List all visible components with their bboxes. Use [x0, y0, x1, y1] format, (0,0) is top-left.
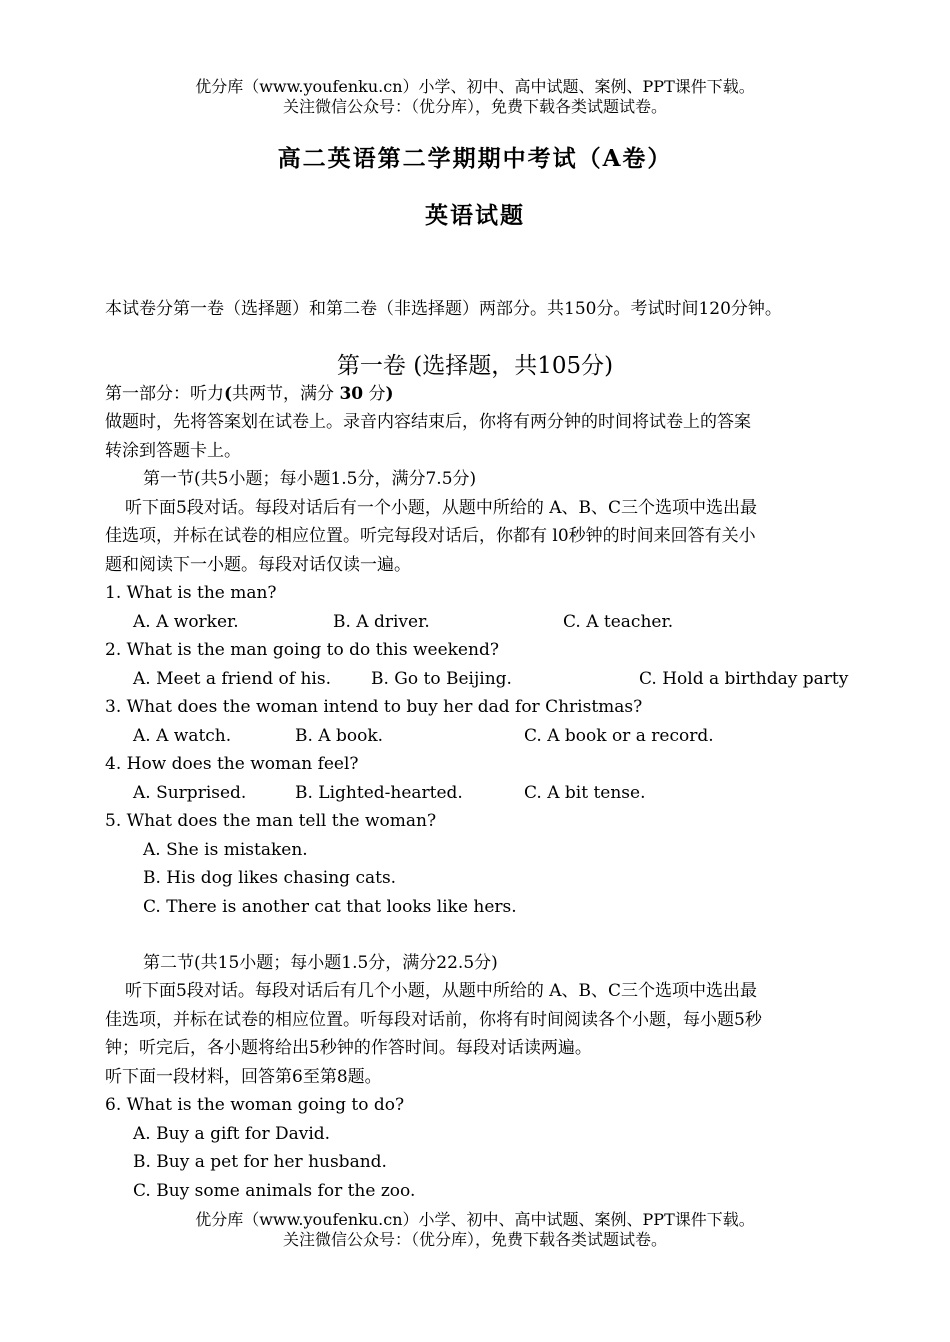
question-1-option-a: A. A worker. — [133, 612, 239, 632]
section1-heading: 第一节(共5小题；每小题1.5分，满分7.5分) — [143, 469, 477, 489]
part1-label: 第一部分：听力 — [105, 384, 224, 404]
question-3-option-c: C. A book or a record. — [524, 726, 714, 746]
question-4-option-b: B. Lighted-hearted. — [295, 783, 463, 803]
question-3-option-b: B. A book. — [295, 726, 384, 746]
section1-line-3: 题和阅读下一小题。每段对话仅读一遍。 — [105, 555, 411, 575]
header-line-1: 优分库（www.youfenku.cn）小学、初中、高中试题、案例、PPT课件下载。 — [195, 77, 755, 96]
question-5-option-c: C. There is another cat that looks like hers. — [143, 897, 517, 917]
part1-unit: 分 — [368, 384, 386, 404]
question-6-option-b: B. Buy a pet for her husband. — [133, 1152, 387, 1172]
question-4-option-a: A. Surprised. — [133, 783, 247, 803]
section2-line-3: 钟；听完后，各小题将给出5秒钟的作答时间。每段对话读两遍。 — [105, 1038, 592, 1058]
page-title: 高二英语第二学期期中考试（A卷） — [277, 145, 673, 172]
section2-line-2: 佳选项，并标在试卷的相应位置。听每段对话前，你将有时间阅读各个小题，每小题5秒 — [105, 1010, 762, 1030]
part1-heading — [105, 383, 394, 405]
question-4-stem: 4. How does the woman feel? — [105, 754, 359, 774]
question-2-option-a: A. Meet a friend of his. — [133, 669, 331, 689]
instructions-line-1: 做题时，先将答案划在试卷上。录音内容结束后，你将有两分钟的时间将试卷上的答案 — [105, 412, 751, 432]
question-2-option-c: C. Hold a birthday party — [639, 669, 849, 689]
volume-heading: 第一卷 (选择题，共105分) — [336, 353, 614, 379]
section1-line-2: 佳选项，并标在试卷的相应位置。听完每段对话后，你都有 l0秒钟的时间来回答有关小 — [105, 526, 756, 546]
section2-heading: 第二节(共15小题；每小题1.5分，满分22.5分) — [143, 953, 498, 973]
page-subtitle: 英语试题 — [425, 202, 525, 229]
question-3-option-a: A. A watch. — [133, 726, 232, 746]
question-1-option-b: B. A driver. — [333, 612, 430, 632]
question-6-option-a: A. Buy a gift for David. — [133, 1124, 331, 1144]
question-1-stem: 1. What is the man? — [105, 583, 277, 603]
question-6-option-c: C. Buy some animals for the zoo. — [133, 1181, 416, 1201]
question-5-stem: 5. What does the man tell the woman? — [105, 811, 437, 831]
question-2-option-b: B. Go to Beijing. — [371, 669, 512, 689]
question-1-option-c: C. A teacher. — [563, 612, 674, 632]
part1-detail: 共两节，满分 — [232, 384, 335, 404]
instructions-line-2: 转涂到答题卡上。 — [105, 441, 241, 461]
footer-line-1: 优分库（www.youfenku.cn）小学、初中、高中试题、案例、PPT课件下载。 — [195, 1210, 755, 1229]
question-4-option-c: C. A bit tense. — [524, 783, 646, 803]
header-line-2: 关注微信公众号：（优分库），免费下载各类试题试卷。 — [282, 97, 667, 116]
section2-line-1: 听下面5段对话。每段对话后有几个小题，从题中所给的 A、B、C三个选项中选出最 — [125, 981, 757, 1001]
section1-line-1: 听下面5段对话。每段对话后有一个小题，从题中所给的 A、B、C三个选项中选出最 — [125, 498, 757, 518]
question-3-stem: 3. What does the woman intend to buy her dad for Christmas? — [105, 697, 643, 717]
section2-material: 听下面一段材料，回答第6至第8题。 — [105, 1067, 382, 1087]
part1-paren-open: ( — [224, 384, 233, 404]
exam-intro: 本试卷分第一卷（选择题）和第二卷（非选择题）两部分。共150分。考试时间120分钟。 — [105, 299, 782, 319]
part1-paren-close: ) — [385, 384, 394, 404]
part1-score: 30 — [339, 384, 364, 404]
question-6-stem: 6. What is the woman going to do? — [105, 1095, 405, 1115]
question-2-stem: 2. What is the man going to do this weekend? — [105, 640, 499, 660]
footer-line-2: 关注微信公众号：（优分库），免费下载各类试题试卷。 — [282, 1230, 667, 1249]
question-5-option-b: B. His dog likes chasing cats. — [143, 868, 397, 888]
question-5-option-a: A. She is mistaken. — [143, 840, 308, 860]
